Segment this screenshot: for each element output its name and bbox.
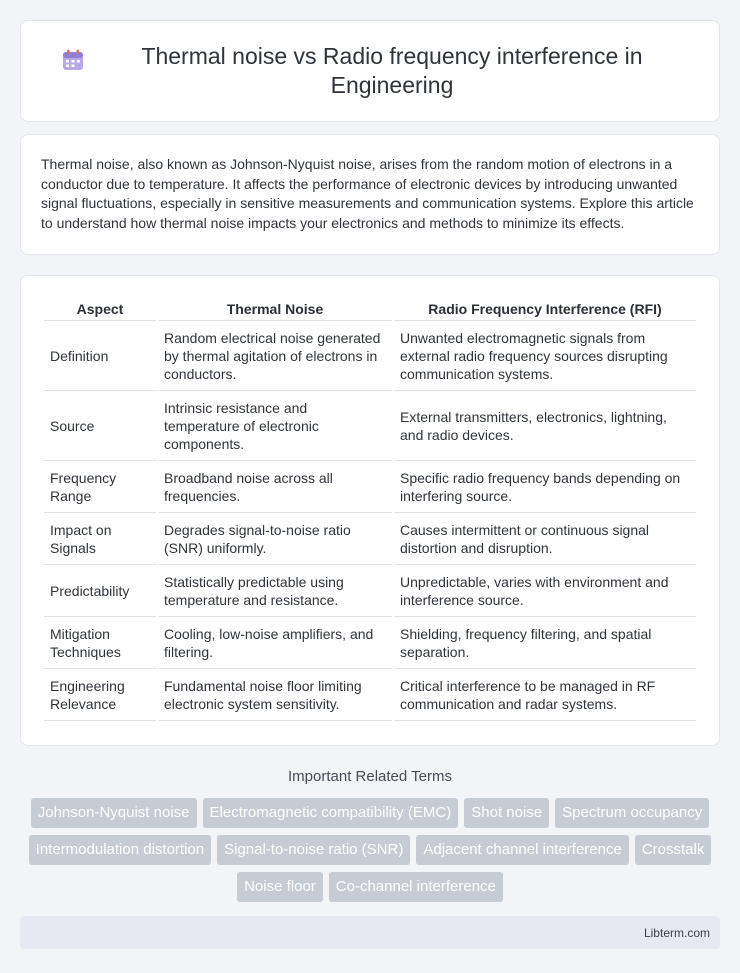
table-cell-thermal: Intrinsic resistance and temperature of electronic components. <box>158 393 392 461</box>
tag-shot-noise[interactable]: Shot noise <box>464 798 549 828</box>
table-cell-rfi: Unpredictable, varies with environment and interference source. <box>394 567 696 617</box>
table-cell-thermal: Broadband noise across all frequencies. <box>158 463 392 513</box>
column-header-rfi: Radio Frequency Interference (RFI) <box>394 298 696 321</box>
table-cell-rfi: Critical interference to be managed in RF communication and radar systems. <box>394 671 696 721</box>
table-cell-aspect: Engineering Relevance <box>44 671 156 721</box>
intro-text: Thermal noise, also known as Johnson-Nyquist noise, arises from the random motion of electrons in a conductor due to temperature. It affects the performance of electronic devices by introducing unwanted signal fluctuations, especially in sensitive measurements and communication systems. Explore this article to understand how thermal noise impacts your electronics and methods to minimize its effects. <box>41 156 694 231</box>
tag-noise-floor[interactable]: Noise floor <box>237 872 323 902</box>
comparison-table <box>42 296 698 723</box>
table-cell-rfi: Specific radio frequency bands depending on interfering source. <box>394 463 696 513</box>
tag-johnson-nyquist-noise[interactable]: Johnson-Nyquist noise <box>31 798 197 828</box>
related-terms-title: Important Related Terms <box>288 768 452 786</box>
table-cell-aspect: Predictability <box>44 567 156 617</box>
table-cell-aspect: Definition <box>44 323 156 391</box>
footer <box>20 916 720 949</box>
table-cell-rfi: External transmitters, electronics, lightning, and radio devices. <box>394 393 696 461</box>
table-cell-thermal: Statistically predictable using temperature and resistance. <box>158 567 392 617</box>
tag-spectrum-occupancy[interactable]: Spectrum occupancy <box>555 798 709 828</box>
table-cell-rfi: Unwanted electromagnetic signals from external radio frequency sources disrupting communication systems. <box>394 323 696 391</box>
related-terms-tags <box>20 798 720 902</box>
table-cell-thermal: Degrades signal-to-noise ratio (SNR) uniformly. <box>158 515 392 565</box>
tag-co-channel-interference[interactable]: Co-channel interference <box>329 872 503 902</box>
table-cell-thermal: Cooling, low-noise amplifiers, and filtering. <box>158 619 392 669</box>
related-terms-section <box>20 768 720 902</box>
calendar-icon <box>61 48 85 72</box>
header-card <box>20 20 720 122</box>
tag-electromagnetic-compatibility[interactable]: Electromagnetic compatibility (EMC) <box>203 798 459 828</box>
table-row <box>44 463 696 513</box>
footer-brand-link[interactable]: Libterm.com <box>643 925 710 940</box>
table-row <box>44 619 696 669</box>
column-header-thermal-noise: Thermal Noise <box>158 298 392 321</box>
tag-intermodulation-distortion[interactable]: Intermodulation distortion <box>29 835 211 865</box>
table-cell-rfi: Causes intermittent or continuous signal distortion and disruption. <box>394 515 696 565</box>
table-header-row <box>44 298 696 321</box>
table-cell-aspect: Mitigation Techniques <box>44 619 156 669</box>
table-row <box>44 323 696 391</box>
table-cell-rfi: Shielding, frequency filtering, and spatial separation. <box>394 619 696 669</box>
table-cell-thermal: Random electrical noise generated by thermal agitation of electrons in conductors. <box>158 323 392 391</box>
table-row <box>44 515 696 565</box>
tag-crosstalk[interactable]: Crosstalk <box>635 835 712 865</box>
table-row <box>44 567 696 617</box>
table-cell-aspect: Frequency Range <box>44 463 156 513</box>
table-cell-aspect: Impact on Signals <box>44 515 156 565</box>
table-row <box>44 393 696 461</box>
table-cell-aspect: Source <box>44 393 156 461</box>
intro-card <box>20 134 720 255</box>
tag-signal-to-noise-ratio[interactable]: Signal-to-noise ratio (SNR) <box>217 835 410 865</box>
comparison-table-card <box>20 275 720 746</box>
table-row <box>44 671 696 721</box>
table-cell-thermal: Fundamental noise floor limiting electronic system sensitivity. <box>158 671 392 721</box>
column-header-aspect: Aspect <box>44 298 156 321</box>
page-title: Thermal noise vs Radio frequency interference in Engineering <box>141 43 643 98</box>
tag-adjacent-channel-interference[interactable]: Adjacent channel interference <box>416 835 628 865</box>
